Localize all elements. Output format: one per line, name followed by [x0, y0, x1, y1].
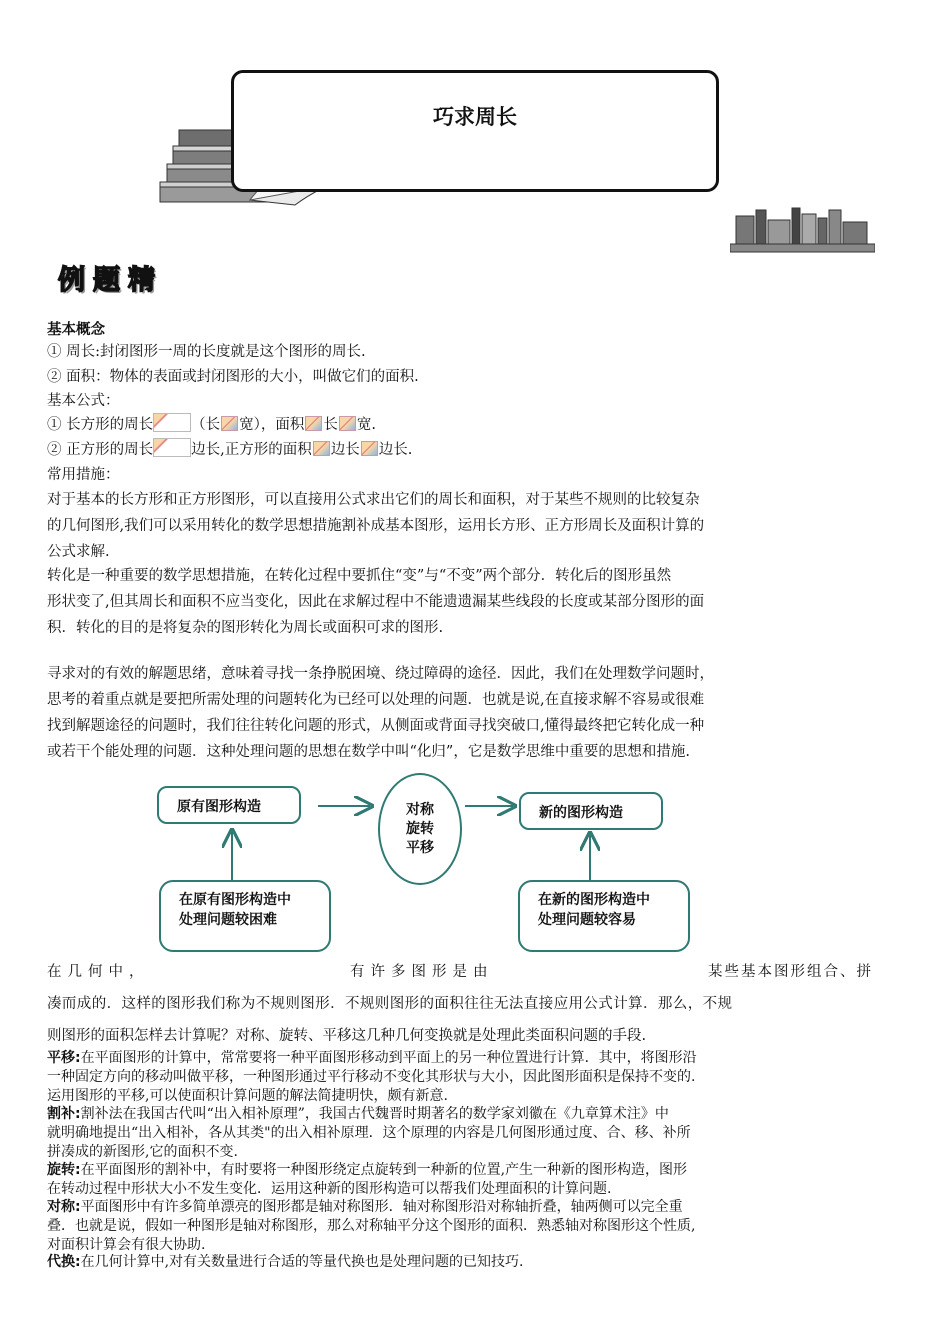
bookshelf-illustration: [730, 206, 875, 254]
title-box: [231, 70, 719, 192]
diagram-original-structure: [157, 786, 301, 824]
basic-item-2: ② 面积：物体的表面或封闭图形的大小，叫做它们的面积.: [47, 369, 419, 385]
method-line: 割补法在我国古代叫“出入相补原理”，我国古代魏晋时期著名的数学家刘徽在《九章算术注》中: [80, 1106, 669, 1122]
paragraph-line: 积．转化的目的是将复杂的图形转化为周长或面积可求的图形.: [47, 620, 444, 636]
paragraph-1: [47, 487, 907, 565]
diagram-label: 旋转: [406, 821, 434, 837]
paragraph-line: 或若干个能处理的问题．这种处理问题的思想在数学中叫“化归”，它是数学思维中重要的思想和措施.: [47, 744, 690, 760]
after-line-1c: 某些基本图形组合、拼: [708, 964, 873, 980]
method-label: 代换:: [47, 1254, 81, 1270]
formula-1-part: 宽.: [356, 417, 376, 433]
paragraph-2: [47, 563, 907, 641]
page-title: 巧求周长: [433, 105, 517, 129]
formula-heading: 基本公式：: [47, 393, 120, 409]
formula-times-icon: [339, 416, 356, 431]
diagram-label: 处理问题较容易: [538, 912, 636, 928]
measures-heading: 常用措施：: [47, 467, 120, 483]
method-line: 在平面图形的计算中，常常要将一种平面图形移动到平面上的另一种位置进行计算．其中，将图形沿: [80, 1050, 697, 1066]
basic-item-1: ① 周长:封闭图形一周的长度就是这个图形的周长.: [47, 344, 366, 360]
formula-2-part: 边长: [330, 442, 360, 458]
method-label: 旋转:: [47, 1162, 81, 1178]
method-label: 割补:: [47, 1106, 81, 1122]
method-line: 就明确地提出“出入相补，各从其类"的出入相补原理．这个原理的内容是几何图形通过度、合、移、补所: [47, 1125, 691, 1141]
diagram-label: 处理问题较困难: [179, 912, 277, 928]
formula-1-part: （长: [191, 417, 221, 433]
after-line-1b: 有许多图形是由: [350, 964, 494, 980]
diagram-label: 原有图形构造: [177, 799, 261, 815]
basic-heading: 基本概念: [47, 322, 105, 338]
method-label: 对称:: [47, 1199, 81, 1215]
formula-equals-icon: [313, 441, 330, 456]
method-rotation: [47, 1161, 907, 1199]
formula-1-part: 长: [323, 417, 338, 433]
paragraph-line: 转化是一种重要的数学思想措施，在转化过程中要抓住“变”与“不变”两个部分．转化后的图形虽然: [47, 568, 672, 584]
method-label: 平移:: [47, 1050, 81, 1066]
method-line: 拼凑成的新图形,它的面积不变.: [47, 1144, 238, 1160]
formula-times-icon: [361, 441, 378, 456]
paragraph-3: [47, 661, 907, 765]
formula-1: [47, 413, 376, 436]
formula-equals-icon: [305, 416, 322, 431]
after-line-3: 则图形的面积怎样去计算呢？对称、旋转、平移这几种几何变换就是处理此类面积问题的手段.: [47, 1028, 647, 1044]
paragraph-line: 思考的着重点就是要把所需处理的问题转化为已经可以处理的问题．也就是说,在直接求解不容易或很难: [47, 692, 705, 708]
formula-equals-icon: [153, 438, 191, 457]
diagram-transform-ellipse: [378, 773, 462, 885]
paragraph-line: 的几何图形,我们可以采用转化的数学思想措施割补成基本图形，运用长方形、正方形周长及面积计算的: [47, 518, 705, 534]
after-line-2: 凑而成的．这样的图形我们称为不规则图形．不规则图形的面积往往无法直接应用公式计算．那么，不规: [47, 996, 733, 1012]
paragraph-line: 寻求对的有效的解题思绪，意味着寻找一条挣脱困境、绕过障碍的途径．因此，我们在处理数学问题时，: [47, 666, 714, 682]
method-line: 叠．也就是说，假如一种图形是轴对称图形，那么对称轴平分这个图形的面积．熟悉轴对称图形这个性质,: [47, 1218, 696, 1234]
diagram-label: 对称: [406, 802, 434, 818]
formula-2-part: ② 正方形的周长: [47, 442, 154, 458]
method-cut-fill: [47, 1105, 907, 1162]
formula-plus-icon: [221, 416, 238, 431]
after-line-1a: 在几何中，: [47, 964, 150, 980]
diagram-label: 在原有图形构造中: [179, 892, 291, 908]
formula-2: [47, 438, 412, 461]
paragraph-line: 形状变了,但其周长和面积不应当变化，因此在求解过程中不能遗遗漏某些线段的长度或某部分图形的面: [47, 594, 705, 610]
diagram-hard-box: [159, 880, 331, 952]
method-symmetry: [47, 1198, 907, 1255]
method-translation: [47, 1049, 907, 1106]
method-line: 运用图形的平移,可以使面积计算问题的解法简捷明快，颇有新意.: [47, 1088, 448, 1104]
diagram-easy-box: [518, 880, 690, 952]
paragraph-line: 找到解题途径的问题时，我们往往转化问题的形式，从侧面或背面寻找突破口,懂得最终把它转化成一种: [47, 718, 705, 734]
method-line: 一种固定方向的移动叫做平移，一种图形通过平行移动不变化其形状与大小，因此图形面积是保持不变的.: [47, 1069, 696, 1085]
formula-2-part: 边长,正方形的面积: [191, 442, 312, 458]
method-line: 在几何计算中,对有关数量进行合适的等量代换也是处理问题的已知技巧.: [80, 1254, 524, 1270]
diagram-new-structure: [519, 792, 663, 830]
method-line: 在转动过程中形状大小不发生变化．运用这种新的图形构造可以帮我们处理面积的计算问题.: [47, 1181, 612, 1197]
diagram-label: 新的图形构造: [539, 805, 623, 821]
section-heading: 例题精: [58, 265, 163, 296]
method-line: 对面积计算会有很大协助.: [47, 1237, 206, 1253]
formula-2-part: 边长.: [378, 442, 413, 458]
formula-1-part: ① 长方形的周长: [47, 417, 154, 433]
method-line: 在平面图形的割补中，有时要将一种图形绕定点旋转到一种新的位置,产生一种新的图形构造，图形: [80, 1162, 688, 1178]
paragraph-line: 公式求解.: [47, 544, 110, 560]
formula-1-part: 宽），面积: [239, 417, 305, 433]
formula-equals-icon: [153, 413, 191, 432]
diagram-arrows: [0, 770, 950, 960]
diagram-label: 平移: [406, 840, 434, 856]
paragraph-line: 对于基本的长方形和正方形图形，可以直接用公式求出它们的周长和面积，对于某些不规则的比较复杂: [47, 492, 700, 508]
diagram-label: 在新的图形构造中: [538, 892, 650, 908]
method-substitution: [47, 1253, 907, 1272]
method-line: 平面图形中有许多简单漂亮的图形都是轴对称图形．轴对称图形沿对称轴折叠，轴两侧可以完全重: [80, 1199, 683, 1215]
